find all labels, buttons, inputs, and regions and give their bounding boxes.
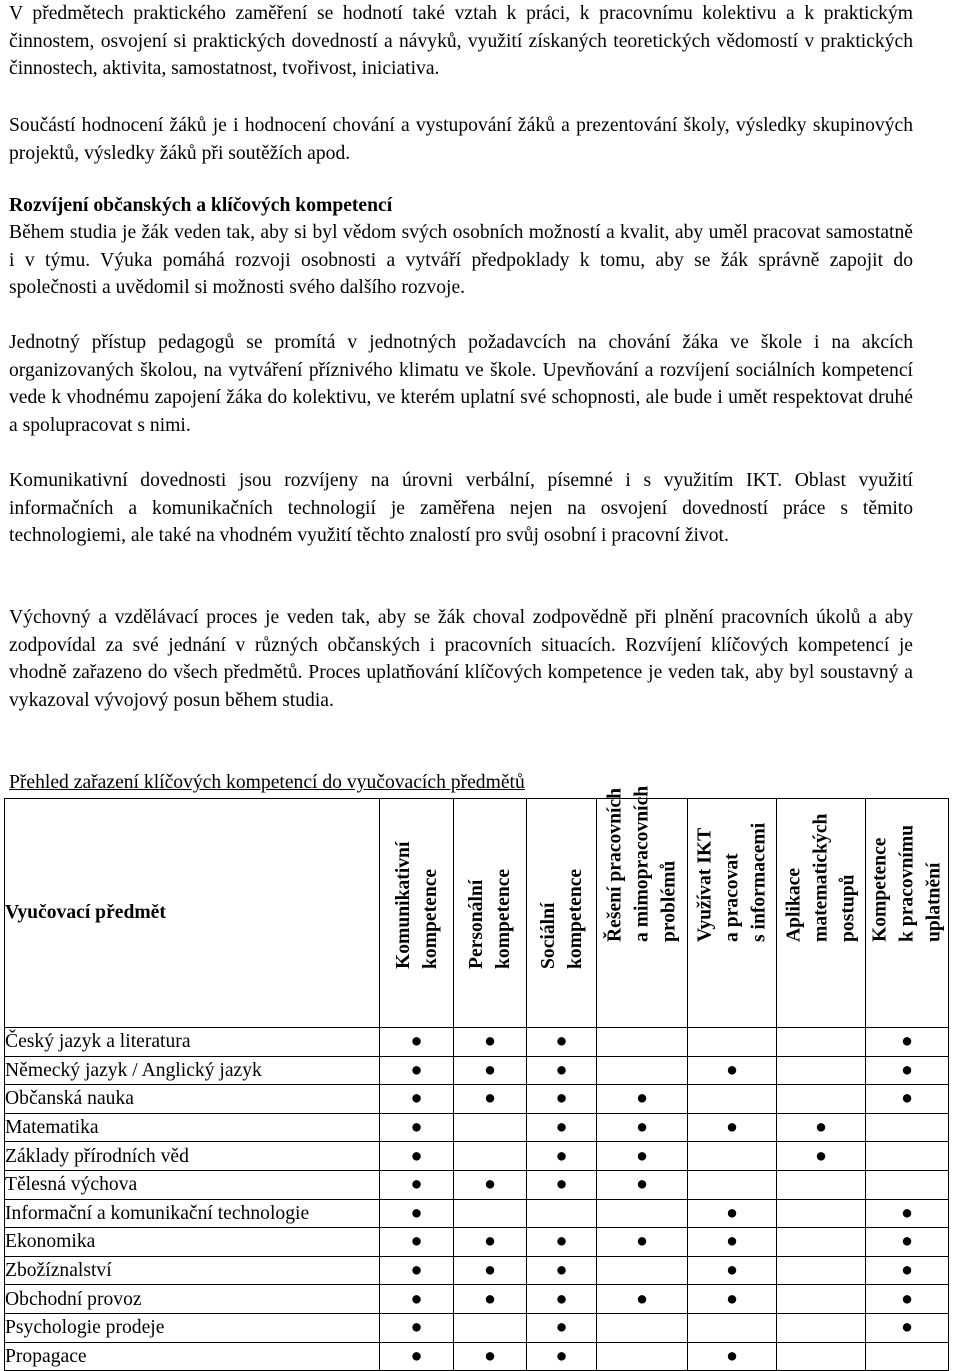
competence-column-header	[597, 785, 688, 1028]
table-row	[5, 1056, 949, 1085]
subject-name: Informační a komunikační technologie	[5, 1199, 380, 1228]
empty-cell	[454, 1113, 527, 1142]
table-row	[5, 1342, 949, 1371]
competence-column-label: Využívat IKT a pracovat s informacemi	[694, 822, 770, 942]
competence-column-label: Personální kompetence	[466, 868, 514, 969]
empty-cell	[777, 1170, 866, 1199]
empty-cell	[688, 1028, 777, 1057]
empty-cell	[777, 1028, 866, 1057]
competence-column-label: Sociální kompetence	[537, 868, 586, 969]
empty-cell	[688, 1313, 777, 1342]
empty-cell	[866, 1342, 949, 1371]
competence-mark: ●	[597, 1228, 688, 1257]
competence-mark: ●	[380, 1285, 454, 1314]
competence-column-label: Řešení pracovních a mimopracovních problémů	[604, 785, 680, 942]
competence-mark: ●	[866, 1256, 949, 1285]
competence-mark: ●	[527, 1028, 597, 1057]
empty-cell	[597, 1256, 688, 1285]
competence-mark: ●	[380, 1256, 454, 1285]
subject-name: Ekonomika	[5, 1228, 380, 1257]
empty-cell	[866, 1142, 949, 1171]
table-row	[5, 1170, 949, 1199]
competence-column-header	[866, 799, 949, 1028]
empty-cell	[454, 1142, 527, 1171]
competence-column-header	[777, 799, 866, 1028]
competence-mark: ●	[777, 1142, 866, 1171]
competence-mark: ●	[454, 1228, 527, 1257]
table-header-row	[5, 799, 949, 1028]
empty-cell	[597, 1199, 688, 1228]
competence-mark: ●	[688, 1285, 777, 1314]
competence-mark: ●	[777, 1113, 866, 1142]
competence-column-header	[527, 799, 597, 1028]
competence-mark: ●	[380, 1028, 454, 1057]
competence-mark: ●	[380, 1085, 454, 1114]
subject-name: Matematika	[5, 1113, 380, 1142]
subject-name: Německý jazyk / Anglický jazyk	[5, 1056, 380, 1085]
empty-cell	[777, 1285, 866, 1314]
table-row	[5, 1028, 949, 1057]
subject-name: Zbožíznalství	[5, 1256, 380, 1285]
table-row	[5, 1228, 949, 1257]
competence-column-header	[688, 799, 777, 1028]
table-row	[5, 1113, 949, 1142]
empty-cell	[866, 1170, 949, 1199]
empty-cell	[688, 1170, 777, 1199]
competence-mark: ●	[527, 1228, 597, 1257]
competence-mark: ●	[597, 1170, 688, 1199]
competence-mark: ●	[527, 1170, 597, 1199]
competence-mark: ●	[380, 1199, 454, 1228]
table-row	[5, 1313, 949, 1342]
competence-mark: ●	[454, 1342, 527, 1371]
paragraph-communication-skills: Komunikativní dovednosti jsou rozvíjeny na úrovni verbální, písemné i s využitím IKT. Oblast využití informačních a komunikačních technologií je zaměřena nejen na osvojení dovedností práce s těmito technologiemi, ale také na vhodném využití těchto znalostí pro svůj osobní i pracovní život.	[9, 470, 913, 546]
competence-mark: ●	[688, 1256, 777, 1285]
subject-name: Základy přírodních věd	[5, 1142, 380, 1171]
subject-name: Obchodní provoz	[5, 1285, 380, 1314]
competence-mark: ●	[597, 1285, 688, 1314]
section-heading: Rozvíjení občanských a klíčových kompetencí	[9, 195, 393, 216]
table-row	[5, 1199, 949, 1228]
subject-name: Občanská nauka	[5, 1085, 380, 1114]
competence-mark: ●	[380, 1228, 454, 1257]
subject-name: Český jazyk a literatura	[5, 1028, 380, 1057]
competence-column-header	[454, 799, 527, 1028]
empty-cell	[866, 1113, 949, 1142]
competence-mark: ●	[380, 1056, 454, 1085]
empty-cell	[777, 1256, 866, 1285]
competence-mark: ●	[597, 1113, 688, 1142]
competence-mark: ●	[454, 1085, 527, 1114]
table-row	[5, 1256, 949, 1285]
competence-mark: ●	[527, 1256, 597, 1285]
competences-table	[4, 785, 949, 1371]
empty-cell	[777, 1085, 866, 1114]
competence-column-label: Komunikativní kompetence	[392, 841, 441, 969]
empty-cell	[597, 1028, 688, 1057]
competence-mark: ●	[380, 1342, 454, 1371]
empty-cell	[597, 1342, 688, 1371]
table-title: Přehled zařazení klíčových kompetencí do vyučovacích předmětů	[9, 772, 525, 793]
empty-cell	[777, 1056, 866, 1085]
subject-name: Tělesná výchova	[5, 1170, 380, 1199]
competence-mark: ●	[380, 1142, 454, 1171]
empty-cell	[777, 1313, 866, 1342]
subject-name: Psychologie prodeje	[5, 1313, 380, 1342]
competence-mark: ●	[454, 1056, 527, 1085]
empty-cell	[688, 1085, 777, 1114]
competence-column-header	[380, 799, 454, 1028]
competence-mark: ●	[866, 1028, 949, 1057]
empty-cell	[597, 1056, 688, 1085]
competence-mark: ●	[688, 1113, 777, 1142]
competence-mark: ●	[454, 1028, 527, 1057]
empty-cell	[454, 1199, 527, 1228]
competence-mark: ●	[866, 1285, 949, 1314]
empty-cell	[777, 1199, 866, 1228]
paragraph-social-competences: Jednotný přístup pedagogů se promítá v jednotných požadavcích na chování žáka ve škole i na akcích organizovaných školou, na vytváření příznivého klimatu ve škole. Upevňování a rozvíjení sociálních kompetencí vede k vhodnému zapojení žáka do kolektivu, ve kterém uplatní své schopnosti, ale bude i umět respektovat druhé a spolupracovat s nimi.	[9, 332, 913, 436]
competence-mark: ●	[527, 1285, 597, 1314]
competence-mark: ●	[380, 1313, 454, 1342]
subject-column-header: Vyučovací předmět	[5, 799, 380, 1028]
competence-mark: ●	[454, 1170, 527, 1199]
competence-mark: ●	[866, 1199, 949, 1228]
empty-cell	[454, 1313, 527, 1342]
paragraph-practical-subjects: V předmětech praktického zaměření se hodnotí také vztah k práci, k pracovnímu kolektivu a k praktickým činnostem, osvojení si praktických dovedností a návyků, využití získaných teoretických vědomostí v praktických činnostech, aktivita, samostatnost, tvořivost, iniciativa.	[9, 3, 913, 79]
empty-cell	[527, 1199, 597, 1228]
competence-mark: ●	[527, 1342, 597, 1371]
paragraph-personal-development: Během studia je žák veden tak, aby si byl vědom svých osobních možností a kvalit, aby uměl pracovat samostatně i v týmu. Výuka pomáhá rozvoji osobnosti a vytváří předpoklady k tomu, aby se žák správně zapojit do společnosti a uvědomil si možnosti svého dalšího rozvoje.	[9, 222, 913, 298]
competence-mark: ●	[866, 1313, 949, 1342]
competence-mark: ●	[527, 1313, 597, 1342]
empty-cell	[688, 1142, 777, 1171]
table-row	[5, 1085, 949, 1114]
competence-mark: ●	[597, 1142, 688, 1171]
competence-mark: ●	[688, 1342, 777, 1371]
competence-column-label: Aplikace matematických postupů	[783, 813, 859, 942]
competence-mark: ●	[597, 1085, 688, 1114]
table-row	[5, 1285, 949, 1314]
competence-mark: ●	[866, 1085, 949, 1114]
paragraph-educational-process: Výchovný a vzdělávací proces je veden tak, aby se žák choval zodpovědně při plnění pracovních úkolů a aby zodpovídal za své jednání v různých občanských i pracovních situacích. Rozvíjení klíčových kompetencí je vhodně zařazeno do všech předmětů. Proces uplatňování klíčových kompetence je veden tak, aby byl soustavný a vykazoval vývojový posun během studia.	[9, 607, 913, 711]
paragraph-behavior-evaluation: Součástí hodnocení žáků je i hodnocení chování a vystupování žáků a prezentování školy, výsledky skupinových projektů, výsledky žáků při soutěžích apod.	[9, 115, 913, 164]
competence-mark: ●	[688, 1228, 777, 1257]
competence-mark: ●	[380, 1113, 454, 1142]
competence-mark: ●	[454, 1256, 527, 1285]
competence-mark: ●	[688, 1056, 777, 1085]
competence-mark: ●	[866, 1056, 949, 1085]
competence-mark: ●	[527, 1085, 597, 1114]
competence-mark: ●	[688, 1199, 777, 1228]
competence-mark: ●	[527, 1142, 597, 1171]
competence-column-label: Kompetence k pracovnímu uplatnění	[869, 824, 945, 942]
empty-cell	[597, 1313, 688, 1342]
subject-name: Propagace	[5, 1342, 380, 1371]
empty-cell	[777, 1342, 866, 1371]
empty-cell	[777, 1228, 866, 1257]
competence-mark: ●	[527, 1056, 597, 1085]
competence-mark: ●	[527, 1113, 597, 1142]
competence-mark: ●	[380, 1170, 454, 1199]
competence-mark: ●	[454, 1285, 527, 1314]
table-row	[5, 1142, 949, 1171]
competence-mark: ●	[866, 1228, 949, 1257]
